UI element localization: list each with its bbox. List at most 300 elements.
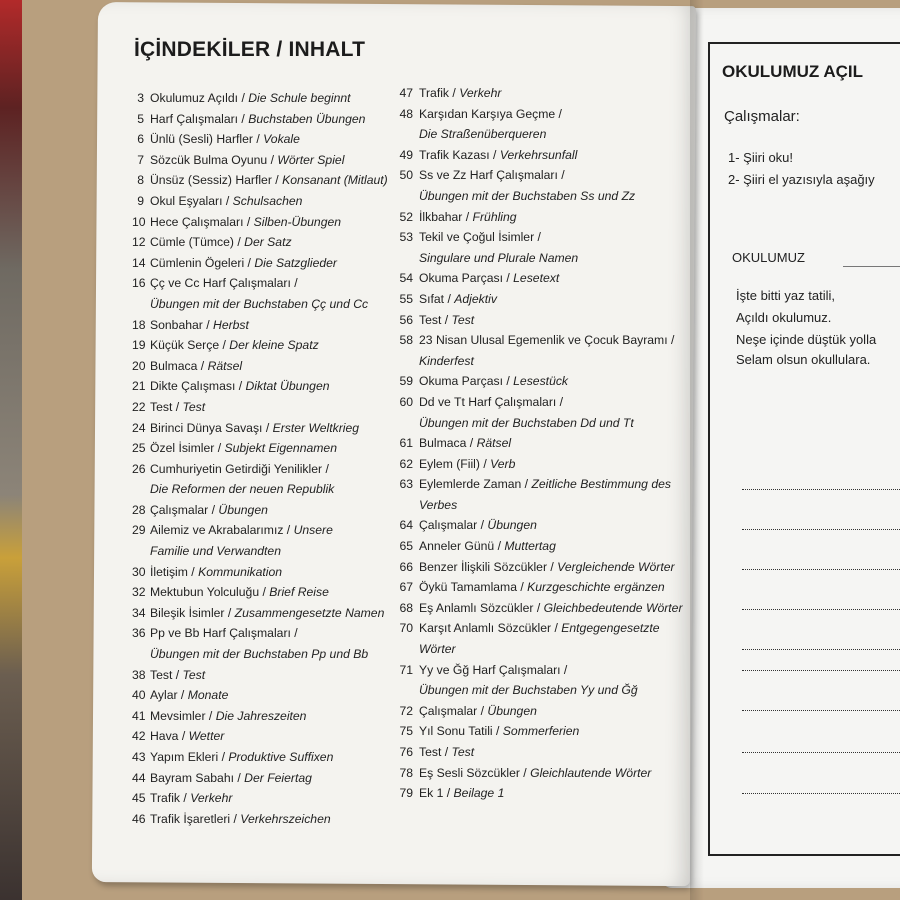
page-number: 21 xyxy=(132,379,146,394)
entry-text xyxy=(419,577,688,598)
page-number: 60 xyxy=(399,394,413,409)
entry-text xyxy=(150,726,387,747)
page-number: 8 xyxy=(137,173,144,188)
german-title: Verb xyxy=(490,456,516,471)
title-underline xyxy=(843,266,900,267)
toc-entry xyxy=(132,232,387,253)
entry-text xyxy=(419,145,688,166)
german-title: Rätsel xyxy=(476,436,512,451)
page-number: 47 xyxy=(399,86,413,100)
german-title: Herbst xyxy=(213,317,249,332)
turkish-title: Eylemlerde Zaman / xyxy=(419,477,532,492)
german-title-continued: Verbes xyxy=(419,497,458,512)
toc-entry xyxy=(132,562,387,583)
german-title: Subjekt Eigennamen xyxy=(224,441,337,456)
entry-text xyxy=(150,232,387,253)
page-number: 14 xyxy=(132,255,146,270)
turkish-title: İletişim / xyxy=(150,564,199,579)
toc-entry xyxy=(132,685,387,706)
entry-text xyxy=(150,747,387,768)
turkish-title: Dikte Çalışması / xyxy=(150,379,246,394)
page-number: 59 xyxy=(399,374,413,389)
page-number: 28 xyxy=(132,502,146,517)
page-number: 22 xyxy=(132,399,146,414)
german-title-continued: Übungen mit der Buchstaben Pp und Bb xyxy=(150,647,369,662)
german-title: Brief Reise xyxy=(269,585,329,600)
writing-line xyxy=(742,670,900,671)
entry-text xyxy=(419,454,688,475)
toc-entry xyxy=(393,721,688,742)
page-number: 10 xyxy=(132,214,146,229)
entry-text xyxy=(419,207,688,228)
entry-text xyxy=(150,768,387,789)
entry-text xyxy=(150,191,387,212)
turkish-title: Trafik İşaretleri / xyxy=(150,811,241,826)
turkish-title: 23 Nisan Ulusal Egemenlik ve Çocuk Bayramı / xyxy=(419,333,675,348)
turkish-title: Çalışmalar / xyxy=(150,502,219,517)
german-title-continued: Übungen mit der Buchstaben Yy und Ğğ xyxy=(419,683,638,698)
toc-entry xyxy=(132,788,387,809)
page-number: 76 xyxy=(399,745,413,759)
toc-entry xyxy=(393,660,688,701)
page-number: 67 xyxy=(399,580,413,595)
entry-text xyxy=(150,809,387,830)
toc-entry xyxy=(393,577,688,598)
page-number: 70 xyxy=(399,621,413,636)
turkish-title: Mevsimler / xyxy=(150,708,216,723)
german-title-continued: Übungen mit der Buchstaben Çç und Cc xyxy=(150,296,369,311)
german-title-continued: Singulare und Plurale Namen xyxy=(419,250,579,265)
toc-entry xyxy=(393,515,688,536)
page-number: 48 xyxy=(399,106,413,121)
turkish-title: İlkbahar / xyxy=(419,209,473,224)
page-number: 44 xyxy=(132,770,146,785)
german-title: Test xyxy=(182,399,206,414)
page-number: 41 xyxy=(132,708,146,723)
page-number: 68 xyxy=(399,600,413,615)
toc-entry xyxy=(393,104,688,145)
german-title: Adjektiv xyxy=(454,291,497,306)
turkish-title: Özel İsimler / xyxy=(150,441,225,456)
page-number: 30 xyxy=(132,564,146,579)
toc-entry xyxy=(393,310,688,331)
toc-entry xyxy=(132,706,387,727)
entry-text xyxy=(419,371,688,392)
german-title-continued: Die Straßenüberqueren xyxy=(419,127,547,142)
german-title: Test xyxy=(182,667,206,682)
writing-line xyxy=(742,710,900,711)
toc-entry xyxy=(393,83,688,104)
turkish-title: Bulmaca / xyxy=(419,436,477,451)
entry-text xyxy=(150,685,387,706)
page-number: 45 xyxy=(132,791,146,806)
toc-entry xyxy=(132,109,387,130)
german-title: Rätsel xyxy=(207,358,243,373)
toc-entry xyxy=(132,191,387,212)
poem-line: Neşe içinde düştük yolla xyxy=(736,332,877,347)
german-title: Kommunikation xyxy=(198,564,283,579)
turkish-title: Bileşik İsimler / xyxy=(150,605,235,620)
german-title: Vokale xyxy=(263,132,300,147)
german-title: Verkehr xyxy=(459,86,502,100)
entry-text xyxy=(419,598,688,619)
entry-text xyxy=(419,289,688,310)
toc-entry xyxy=(393,392,688,433)
german-title: Der kleine Spatz xyxy=(229,338,319,353)
toc-entry xyxy=(132,747,387,768)
page-number: 5 xyxy=(137,111,144,126)
page-number: 7 xyxy=(137,152,144,167)
entry-text xyxy=(419,165,688,206)
entry-text xyxy=(150,397,387,418)
german-title: Die Schule beginnt xyxy=(248,91,351,105)
toc-entry xyxy=(132,520,387,561)
turkish-title: Eş Anlamlı Sözcükler / xyxy=(419,600,544,615)
german-title: Zeitliche Bestimmung des xyxy=(531,477,671,492)
entry-text xyxy=(150,623,387,664)
page-number: 52 xyxy=(399,209,413,224)
toc-entry xyxy=(132,459,387,500)
toc-entry xyxy=(393,783,688,804)
page-number: 16 xyxy=(132,276,146,291)
toc-column-right xyxy=(393,83,688,804)
entry-text xyxy=(419,474,688,515)
page-number: 71 xyxy=(399,662,413,677)
turkish-title: Yıl Sonu Tatili / xyxy=(419,724,503,739)
german-title: Lesestück xyxy=(513,374,569,389)
german-title-continued: Kinderfest xyxy=(419,353,474,368)
german-title: Die Satzglieder xyxy=(254,255,337,270)
german-title: Zusammengesetzte Namen xyxy=(234,605,385,620)
turkish-title: Çalışmalar / xyxy=(419,518,488,533)
german-title: Test xyxy=(451,745,475,759)
german-title: Schulsachen xyxy=(232,193,303,208)
turkish-title: Test / xyxy=(419,745,452,759)
german-title: Entgegengesetzte xyxy=(561,621,660,636)
german-title: Buchstaben Übungen xyxy=(248,111,366,126)
german-title: Silben-Übungen xyxy=(253,214,342,229)
entry-text xyxy=(419,515,688,536)
turkish-title: Test / xyxy=(419,312,452,327)
entry-text xyxy=(150,582,387,603)
german-title-continued: Übungen mit der Buchstaben Dd und Tt xyxy=(419,415,634,430)
turkish-title: Hava / xyxy=(150,729,189,744)
turkish-title: Mektubun Yolculuğu / xyxy=(150,585,270,600)
turkish-title: Birinci Dünya Savaşı / xyxy=(150,420,273,435)
turkish-title: Okulumuz Açıldı / xyxy=(150,91,249,105)
toc-entry xyxy=(393,454,688,475)
worksheet-title: OKULUMUZ AÇIL xyxy=(722,62,864,81)
toc-entry xyxy=(132,315,387,336)
page-number: 29 xyxy=(132,523,146,538)
entry-text xyxy=(419,763,688,784)
turkish-title: Bulmaca / xyxy=(150,358,208,373)
page-number: 34 xyxy=(132,605,146,620)
page-number: 79 xyxy=(399,786,413,801)
turkish-title: Test / xyxy=(150,667,183,682)
toc-entry xyxy=(393,598,688,619)
page-number: 53 xyxy=(399,230,413,245)
page-number: 18 xyxy=(132,317,146,332)
turkish-title: Bayram Sabahı / xyxy=(150,770,245,785)
turkish-title: Hece Çalışmaları / xyxy=(150,214,254,229)
page-number: 26 xyxy=(132,461,146,476)
entry-text xyxy=(150,109,387,130)
turkish-title: Harf Çalışmaları / xyxy=(150,111,249,126)
entry-text xyxy=(150,212,387,233)
turkish-title: Ünlü (Sesli) Harfler / xyxy=(150,132,264,147)
entry-text xyxy=(150,253,387,274)
toc-entry xyxy=(393,268,688,289)
toc-entry xyxy=(132,665,387,686)
german-title: Wetter xyxy=(188,729,225,744)
entry-text xyxy=(150,788,387,809)
turkish-title: Eylem (Fiil) / xyxy=(419,456,491,471)
writing-line xyxy=(742,569,900,570)
page-number: 19 xyxy=(132,338,146,353)
german-title: Übungen xyxy=(487,703,537,718)
turkish-title: Çalışmalar / xyxy=(419,703,488,718)
german-title: Konsanant (Mitlaut) xyxy=(282,173,388,188)
toc-entry xyxy=(393,371,688,392)
entry-text xyxy=(150,315,387,336)
page-number: 12 xyxy=(132,235,146,250)
toc-entry xyxy=(132,356,387,377)
worksheet-subtitle: Çalışmalar: xyxy=(724,108,800,125)
turkish-title: Benzer İlişkili Sözcükler / xyxy=(419,559,558,574)
turkish-title: Eş Sesli Sözcükler / xyxy=(419,765,531,780)
page-number: 9 xyxy=(137,193,144,208)
toc-entry xyxy=(393,330,688,371)
toc-entry xyxy=(393,763,688,784)
german-title: Monate xyxy=(187,688,229,703)
task-item: 1- Şiiri oku! xyxy=(728,150,794,165)
page-number: 25 xyxy=(132,441,146,456)
entry-text xyxy=(150,129,387,150)
toc-entry xyxy=(132,438,387,459)
toc-entry xyxy=(132,212,387,233)
toc-entry xyxy=(393,207,688,228)
entry-text xyxy=(419,104,688,145)
toc-entry xyxy=(132,582,387,603)
turkish-title: Ss ve Zz Harf Çalışmaları / xyxy=(419,168,565,183)
writing-line xyxy=(742,489,900,490)
page-number: 42 xyxy=(132,729,146,744)
turkish-title: Karşıdan Karşıya Geçme / xyxy=(419,106,562,121)
page-number: 55 xyxy=(399,291,413,306)
toc-entry xyxy=(393,536,688,557)
page-number: 36 xyxy=(132,626,146,641)
page-number: 63 xyxy=(399,477,413,492)
entry-text xyxy=(150,500,387,521)
entry-text xyxy=(150,88,387,109)
entry-text xyxy=(419,227,688,268)
poem-line: Selam olsun okullulara. xyxy=(736,352,871,367)
turkish-title: Cumhuriyetin Getirdiği Yenilikler / xyxy=(150,461,329,476)
german-title: Die Jahreszeiten xyxy=(215,708,307,723)
page-number: 6 xyxy=(137,132,144,147)
entry-text xyxy=(150,438,387,459)
entry-text xyxy=(419,83,688,104)
entry-text xyxy=(150,418,387,439)
page-number: 78 xyxy=(399,765,413,780)
entry-text xyxy=(419,310,688,331)
turkish-title: Trafik Kazası / xyxy=(419,147,500,162)
writing-line xyxy=(742,609,900,610)
german-title: Frühling xyxy=(472,209,517,224)
page-number: 66 xyxy=(399,559,413,574)
writing-line xyxy=(742,649,900,650)
turkish-title: Sıfat / xyxy=(419,291,455,306)
toc-entry xyxy=(132,397,387,418)
german-title-continued: Übungen mit der Buchstaben Ss und Zz xyxy=(419,188,636,203)
page-number: 3 xyxy=(137,91,144,105)
entry-text xyxy=(419,392,688,433)
toc-entry xyxy=(132,500,387,521)
page-number: 49 xyxy=(399,147,413,162)
poem-title: OKULUMUZ xyxy=(732,250,805,265)
toc-entry xyxy=(132,376,387,397)
turkish-title: Çç ve Cc Harf Çalışmaları / xyxy=(150,276,298,291)
toc-entry xyxy=(132,88,387,109)
toc-entry xyxy=(393,742,688,763)
entry-text xyxy=(150,520,387,561)
writing-line xyxy=(742,529,900,530)
page-number: 64 xyxy=(399,518,413,533)
toc-entry xyxy=(393,145,688,166)
page-number: 46 xyxy=(132,811,146,826)
german-title: Kurzgeschichte ergänzen xyxy=(527,580,665,595)
entry-text xyxy=(150,603,387,624)
page-number: 38 xyxy=(132,667,146,682)
toc-entry xyxy=(132,418,387,439)
toc-entry xyxy=(132,603,387,624)
toc-entry xyxy=(132,273,387,314)
german-title: Test xyxy=(451,312,475,327)
turkish-title: Tekil ve Çoğul İsimler / xyxy=(419,230,541,245)
german-title: Übungen xyxy=(218,502,268,517)
entry-text xyxy=(419,330,688,371)
entry-text xyxy=(419,783,688,804)
toc-entry xyxy=(393,701,688,722)
entry-text xyxy=(150,170,388,191)
german-title: Produktive Suffixen xyxy=(228,750,334,764)
german-title: Der Feiertag xyxy=(244,770,312,785)
german-title-continued: Familie und Verwandten xyxy=(150,544,281,559)
page-title: İÇİNDEKİLER / INHALT xyxy=(134,38,366,61)
entry-text xyxy=(150,335,387,356)
turkish-title: Trafik / xyxy=(150,791,191,806)
german-title: Unsere xyxy=(293,523,333,538)
turkish-title: Trafik / xyxy=(419,86,460,100)
entry-text xyxy=(419,557,688,578)
turkish-title: Dd ve Tt Harf Çalışmaları / xyxy=(419,394,564,409)
german-title-continued: Die Reformen der neuen Republik xyxy=(150,482,335,497)
toc-entry xyxy=(132,253,387,274)
german-title: Verkehrszeichen xyxy=(240,811,331,826)
toc-entry xyxy=(393,474,688,515)
toc-entry xyxy=(393,557,688,578)
german-title: Übungen xyxy=(487,518,537,533)
entry-text xyxy=(150,273,387,314)
german-title: Gleichlautende Wörter xyxy=(530,765,652,780)
toc-entry xyxy=(393,433,688,454)
turkish-title: Okul Eşyaları / xyxy=(150,193,233,208)
toc-entry xyxy=(132,809,387,830)
entry-text xyxy=(150,706,387,727)
toc-entry xyxy=(132,129,387,150)
toc-entry xyxy=(132,335,387,356)
poem-line: Açıldı okulumuz. xyxy=(736,310,832,325)
page-number: 32 xyxy=(132,585,146,600)
turkish-title: Sonbahar / xyxy=(150,317,214,332)
german-title: Diktat Übungen xyxy=(245,379,330,394)
entry-text xyxy=(419,536,688,557)
poem-line: İşte bitti yaz tatili, xyxy=(736,288,835,303)
entry-text xyxy=(150,356,387,377)
toc-entry xyxy=(393,289,688,310)
task-item: 2- Şiiri el yazısıyla aşağıy xyxy=(728,172,875,187)
toc-entry xyxy=(132,726,387,747)
toc-entry xyxy=(132,150,387,171)
turkish-title: Cümlenin Ögeleri / xyxy=(150,255,255,270)
turkish-title: Ailemiz ve Akrabalarımız / xyxy=(150,523,294,538)
entry-text xyxy=(150,665,387,686)
page-number: 62 xyxy=(399,456,413,471)
turkish-title: Anneler Günü / xyxy=(419,539,505,554)
german-title: Verkehr xyxy=(190,791,233,806)
toc-entry xyxy=(393,227,688,268)
turkish-title: Aylar / xyxy=(150,688,188,703)
turkish-title: Sözcük Bulma Oyunu / xyxy=(150,152,278,167)
page-gutter-shadow xyxy=(690,0,704,900)
entry-text xyxy=(150,459,387,500)
german-title-continued: Wörter xyxy=(419,642,456,657)
entry-text xyxy=(419,618,688,659)
turkish-title: Yy ve Ğğ Harf Çalışmaları / xyxy=(419,662,568,677)
german-title: Vergleichende Wörter xyxy=(557,559,675,574)
entry-text xyxy=(150,562,387,583)
turkish-title: Yapım Ekleri / xyxy=(150,750,229,764)
entry-text xyxy=(419,701,688,722)
page-number: 50 xyxy=(399,168,413,183)
page-number: 40 xyxy=(132,688,146,703)
german-title: Gleichbedeutende Wörter xyxy=(543,600,683,615)
entry-text xyxy=(419,721,688,742)
entry-text xyxy=(419,660,688,701)
page-number: 20 xyxy=(132,358,146,373)
entry-text xyxy=(150,376,387,397)
turkish-title: Karşıt Anlamlı Sözcükler / xyxy=(419,621,562,636)
turkish-title: Ek 1 / xyxy=(419,786,454,801)
entry-text xyxy=(419,742,688,763)
page-number: 54 xyxy=(399,271,413,286)
page-number: 24 xyxy=(132,420,146,435)
german-title: Sommerferien xyxy=(502,724,580,739)
german-title: Erster Weltkrieg xyxy=(272,420,360,435)
turkish-title: Okuma Parçası / xyxy=(419,374,514,389)
german-title: Muttertag xyxy=(504,539,556,554)
toc-entry xyxy=(393,618,688,659)
writing-line xyxy=(742,752,900,753)
page-number: 65 xyxy=(399,539,413,554)
toc-entry xyxy=(132,768,387,789)
page-number: 75 xyxy=(399,724,413,739)
page-number: 56 xyxy=(399,312,413,327)
turkish-title: Küçük Serçe / xyxy=(150,338,230,353)
page-number: 61 xyxy=(399,436,413,451)
page-number: 72 xyxy=(399,703,413,718)
